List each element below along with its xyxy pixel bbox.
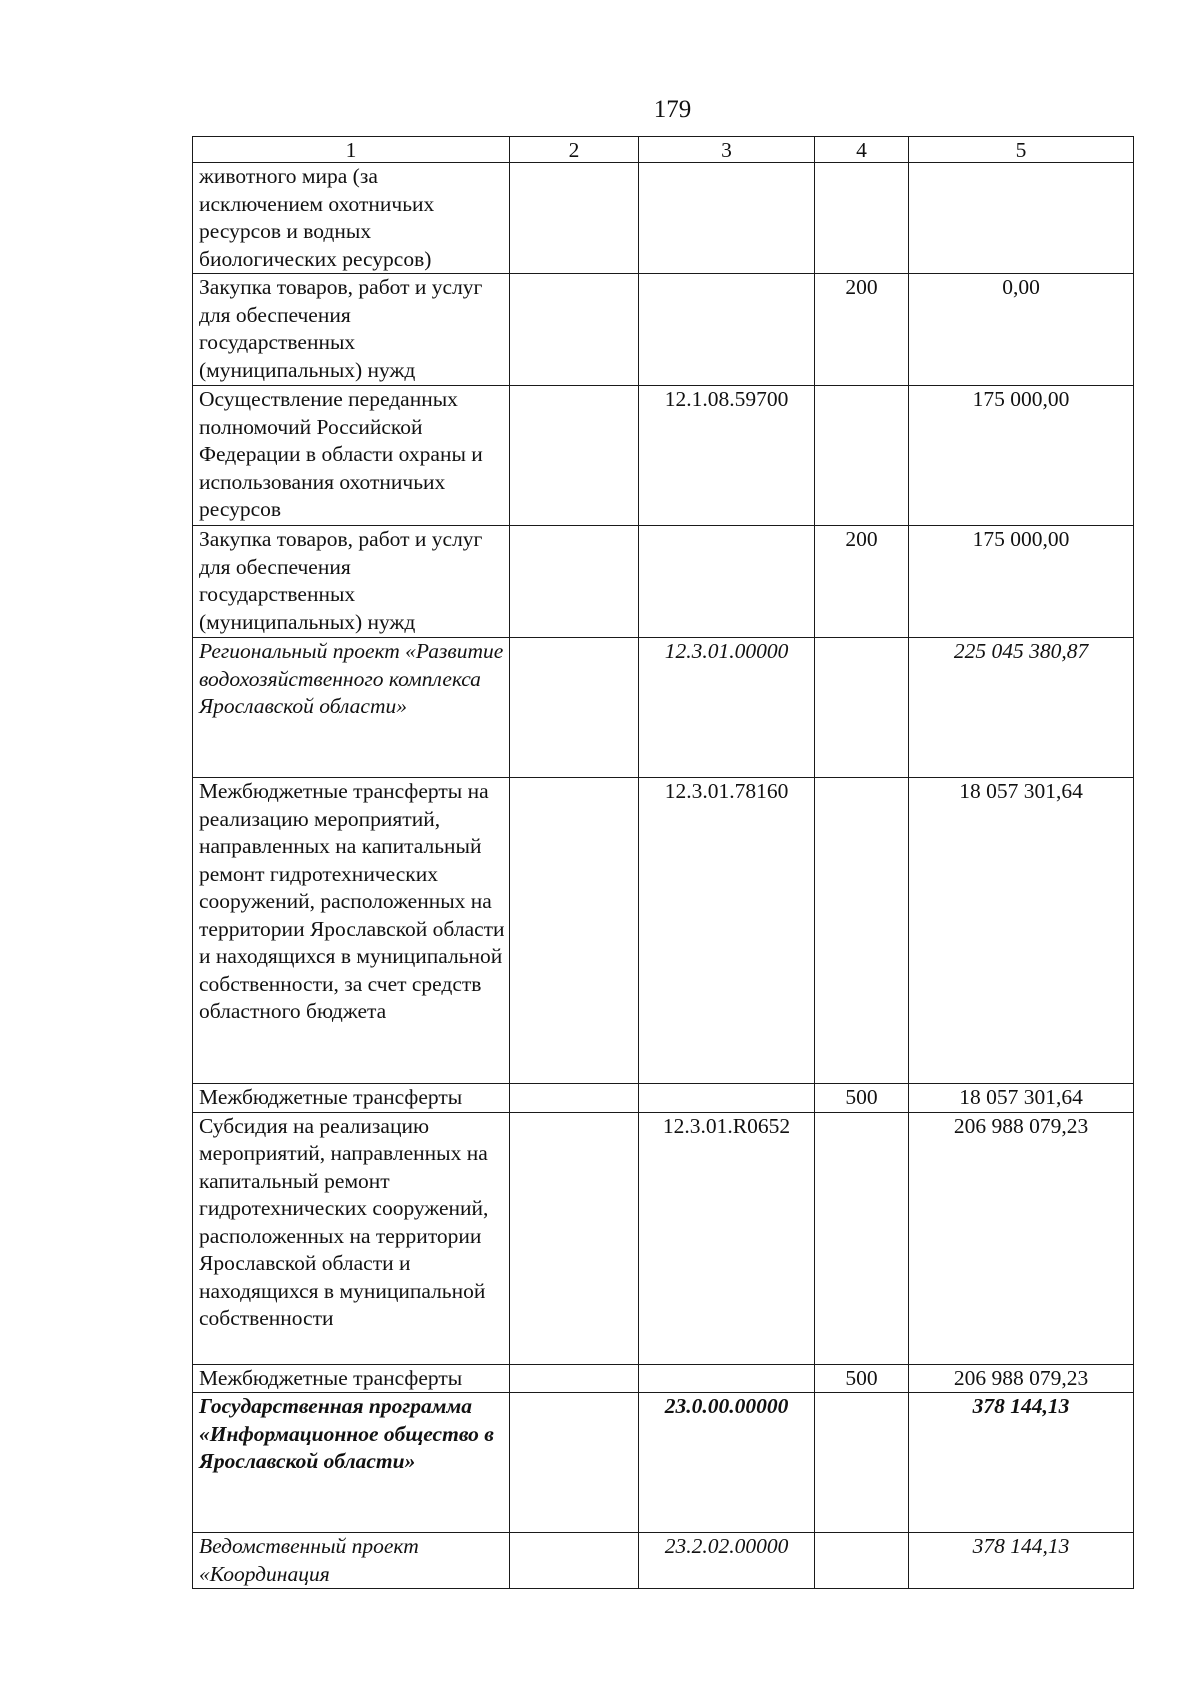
row-code: 23.0.00.00000: [639, 1393, 815, 1533]
row-col2: [510, 1112, 639, 1364]
table-row: [193, 386, 1134, 526]
row-code: [639, 526, 815, 638]
row-expense-type: 200: [815, 526, 909, 638]
row-col2: [510, 778, 639, 1084]
row-code: 12.3.01.00000: [639, 638, 815, 778]
row-col2: [510, 526, 639, 638]
row-col2: [510, 1084, 639, 1113]
table-row: [193, 638, 1134, 778]
row-name: Межбюджетные трансферты: [193, 1084, 510, 1113]
table-row: [193, 163, 1134, 274]
table-row: [193, 274, 1134, 386]
row-expense-type: 200: [815, 274, 909, 386]
table-row: [193, 1533, 1134, 1589]
row-expense-type: [815, 638, 909, 778]
header-col-5: 5: [909, 137, 1134, 163]
row-name: Осуществление переданных полномочий Российской Федерации в области охраны и использования охотничьих ресурсов: [193, 386, 510, 526]
row-col2: [510, 1393, 639, 1533]
row-name: Межбюджетные трансферты: [193, 1364, 510, 1393]
row-amount: 0,00: [909, 274, 1134, 386]
table-row: [193, 1084, 1134, 1113]
header-col-1: 1: [193, 137, 510, 163]
row-amount: 18 057 301,64: [909, 778, 1134, 1084]
row-col2: [510, 386, 639, 526]
row-expense-type: [815, 1112, 909, 1364]
row-amount: 175 000,00: [909, 386, 1134, 526]
header-col-2: 2: [510, 137, 639, 163]
row-expense-type: [815, 1533, 909, 1589]
row-col2: [510, 274, 639, 386]
row-col2: [510, 638, 639, 778]
header-col-4: 4: [815, 137, 909, 163]
table-row: [193, 526, 1134, 638]
row-code: 23.2.02.00000: [639, 1533, 815, 1589]
row-code: 12.1.08.59700: [639, 386, 815, 526]
row-amount: 225 045 380,87: [909, 638, 1134, 778]
row-expense-type: [815, 778, 909, 1084]
table-row: [193, 778, 1134, 1084]
row-code: 12.3.01.78160: [639, 778, 815, 1084]
row-name: Межбюджетные трансферты на реализацию мероприятий, направленных на капитальный ремонт гидротехнических сооружений, расположенных на территории Ярославской области и находящихся в муниципальной собственности, за счет средств областного бюджета: [193, 778, 510, 1084]
row-col2: [510, 163, 639, 274]
row-amount: [909, 163, 1134, 274]
table-row: [193, 1364, 1134, 1393]
row-col2: [510, 1364, 639, 1393]
row-amount: 378 144,13: [909, 1393, 1134, 1533]
row-name: Ведомственный проект «Координация: [193, 1533, 510, 1589]
row-code: [639, 163, 815, 274]
budget-table: [192, 136, 1134, 1589]
row-name: Региональный проект «Развитие водохозяйственного комплекса Ярославской области»: [193, 638, 510, 778]
row-expense-type: [815, 163, 909, 274]
row-col2: [510, 1533, 639, 1589]
row-name: Закупка товаров, работ и услуг для обеспечения государственных (муниципальных) нужд: [193, 274, 510, 386]
table-row: [193, 1393, 1134, 1533]
table-header-row: [193, 137, 1134, 163]
row-amount: 175 000,00: [909, 526, 1134, 638]
row-name: Субсидия на реализацию мероприятий, направленных на капитальный ремонт гидротехнических сооружений, расположенных на территории Ярославской области и находящихся в муниципальной собственности: [193, 1112, 510, 1364]
row-expense-type: [815, 1393, 909, 1533]
table-row: [193, 1112, 1134, 1364]
row-name: Государственная программа «Информационное общество в Ярославской области»: [193, 1393, 510, 1533]
row-name: животного мира (за исключением охотничьих ресурсов и водных биологических ресурсов): [193, 163, 510, 274]
row-expense-type: 500: [815, 1364, 909, 1393]
page-number: 179: [653, 96, 692, 123]
row-expense-type: 500: [815, 1084, 909, 1113]
row-code: [639, 274, 815, 386]
row-code: [639, 1364, 815, 1393]
row-amount: 18 057 301,64: [909, 1084, 1134, 1113]
row-amount: 206 988 079,23: [909, 1364, 1134, 1393]
row-name: Закупка товаров, работ и услуг для обеспечения государственных (муниципальных) нужд: [193, 526, 510, 638]
row-amount: 206 988 079,23: [909, 1112, 1134, 1364]
row-code: 12.3.01.R0652: [639, 1112, 815, 1364]
row-expense-type: [815, 386, 909, 526]
row-code: [639, 1084, 815, 1113]
header-col-3: 3: [639, 137, 815, 163]
row-amount: 378 144,13: [909, 1533, 1134, 1589]
